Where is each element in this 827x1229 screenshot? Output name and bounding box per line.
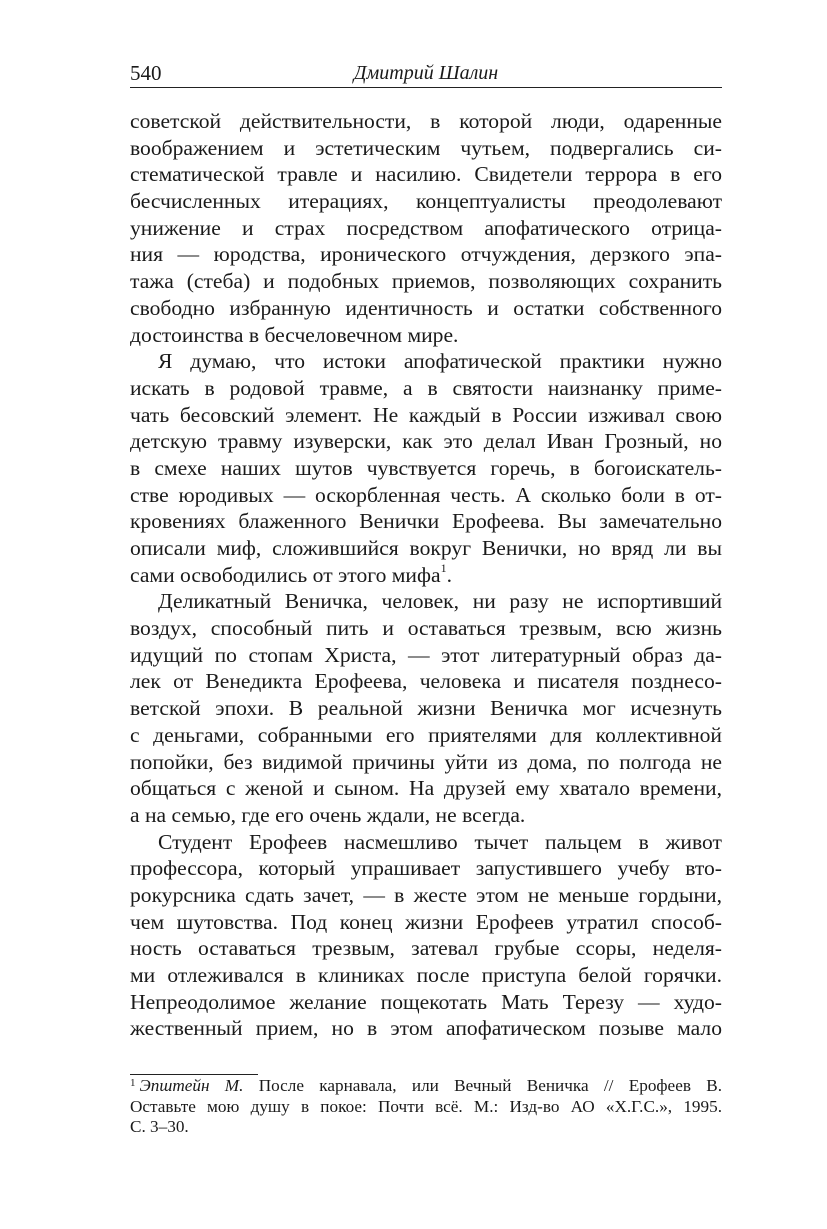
text-line: чем шутовства. Под конец жизни Ерофеев утратил способ- bbox=[130, 909, 722, 934]
text-line bbox=[130, 562, 722, 589]
running-head: Дмитрий Шалин bbox=[353, 62, 499, 84]
text-line: Непреодолимое желание пощекотать Мать Терезу — худо- bbox=[130, 989, 722, 1014]
text-line: искать в родовой травме, а в святости наизнанку приме- bbox=[130, 375, 722, 400]
footnote bbox=[130, 1076, 722, 1138]
text-line: советской действительности, в которой люди, одаренные bbox=[130, 109, 722, 133]
text-line: ность оставаться трезвым, затевал грубые ссоры, неделя- bbox=[130, 936, 722, 961]
footnote-line: С. 3–30. bbox=[130, 1117, 189, 1136]
text-line: Студент Ерофеев насмешливо тычет пальцем в живот bbox=[158, 829, 722, 854]
text-line: профессора, который упрашивает запустившего учебу вто- bbox=[130, 856, 722, 881]
footnote-line bbox=[130, 1076, 722, 1097]
text-line: ветской эпохи. В реальной жизни Веничка мог исчезнуть bbox=[130, 696, 722, 721]
text-line: с деньгами, собранными его приятелями для коллективной bbox=[130, 722, 722, 747]
footnote-number: 1 bbox=[130, 1077, 136, 1089]
text-line: воображением и эстетическим чутьем, подвергались си- bbox=[130, 135, 722, 160]
footnote-author: Эпштейн М. bbox=[139, 1076, 244, 1095]
text-line: Деликатный Веничка, человек, ни разу не испортивший bbox=[158, 589, 722, 614]
text-line: общаться с женой и сыном. На друзей ему хватало времени, bbox=[130, 776, 722, 801]
text-line: идущий по стопам Христа, — этот литературный образ да- bbox=[130, 642, 722, 667]
text-line: стематической травле и насилию. Свидетели террора в его bbox=[130, 162, 722, 187]
text-line: попойки, без видимой причины уйти из дома, по полгода не bbox=[130, 749, 722, 774]
text-line: ми отлеживался в клиниках после приступа белой горячки. bbox=[130, 963, 722, 987]
text-line: унижение и страх посредством апофатического отрица- bbox=[130, 215, 722, 240]
text-line-content: сами освободились от этого мифа bbox=[130, 562, 441, 587]
page-number: 540 bbox=[130, 61, 162, 85]
text-line: чать бесовский элемент. Не каждый в России изживал свою bbox=[130, 402, 722, 427]
text-line: тажа (стеба) и подобных приемов, позволяющих сохранить bbox=[130, 269, 722, 294]
text-line: в смехе наших шутов чувствуется горечь, в богоискатель- bbox=[130, 455, 722, 480]
footnote-reference[interactable]: 1 bbox=[440, 561, 447, 575]
text-line: воздух, способный пить и оставаться трезвым, всю жизнь bbox=[130, 616, 722, 641]
text-line: бесчисленных итерациях, концептуалисты преодолевают bbox=[130, 189, 722, 214]
text-line: жественный прием, но в этом апофатическом позыве мало bbox=[130, 1016, 722, 1041]
text-line: свободно избранную идентичность и остатки собственного bbox=[130, 295, 722, 320]
page-header bbox=[130, 61, 722, 88]
text-line: детскую травму изуверски, как это делал Иван Грозный, но bbox=[130, 429, 722, 454]
body-text bbox=[130, 108, 722, 1042]
sentence-end: . bbox=[446, 562, 452, 587]
footnote-text: После карнавала, или Вечный Веничка // Ерофеев В. bbox=[258, 1076, 722, 1095]
text-line: описали миф, сложившийся вокруг Венички, но вряд ли вы bbox=[130, 536, 722, 560]
text-line: лек от Венедикта Ерофеева, человека и писателя позднесо- bbox=[130, 669, 722, 694]
text-line: стве юродивых — оскорбленная честь. А сколько боли в от- bbox=[130, 482, 722, 507]
text-line: кровениях блаженного Венички Ерофеева. Вы замечательно bbox=[130, 509, 722, 534]
text-line: Я думаю, что истоки апофатической практики нужно bbox=[158, 349, 722, 374]
footnote-line: Оставьте мою душу в покое: Почти всё. М.: Изд-во АО «Х.Г.С.», 1995. bbox=[130, 1096, 722, 1116]
text-line: ния — юродства, иронического отчуждения, дерзкого эпа- bbox=[130, 242, 722, 267]
text-line: достоинства в бесчеловечном мире. bbox=[130, 322, 459, 347]
text-line: рокурсника сдать зачет, — в жесте этом не меньше гордыни, bbox=[130, 882, 722, 907]
text-line: а на семью, где его очень ждали, не всегда. bbox=[130, 802, 526, 827]
footnote-divider bbox=[130, 1074, 258, 1075]
